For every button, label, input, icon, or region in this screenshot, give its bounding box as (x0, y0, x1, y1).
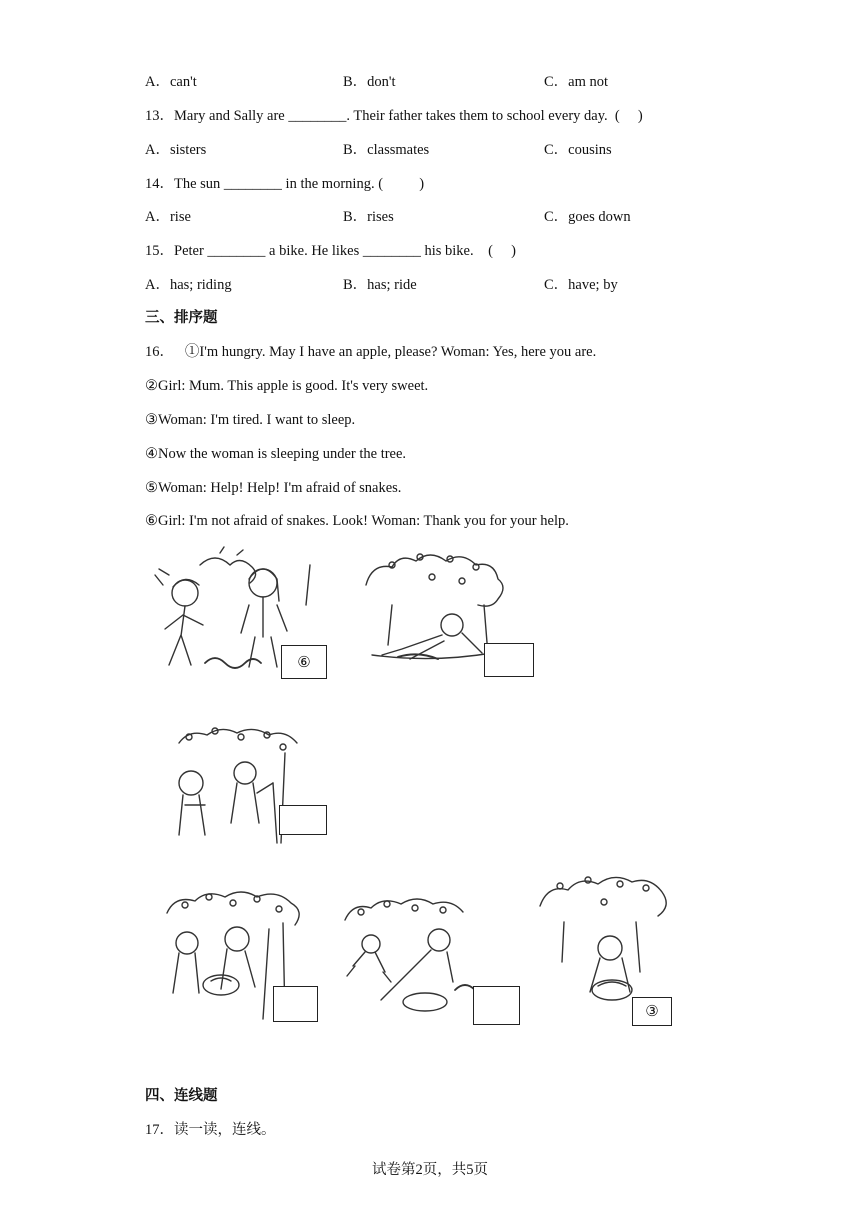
answer-box-picture-4[interactable] (273, 986, 318, 1022)
q15-stem: 15．Peter ________ a bike. He likes ________ his bike. ( ) (145, 243, 516, 259)
page-footer: 试卷第2页，共5页 (372, 1162, 488, 1178)
answer-box-picture-6[interactable]: ③ (632, 997, 672, 1026)
q12-option-b: B．don't (343, 74, 396, 90)
q13-option-a: A．sisters (145, 142, 207, 158)
answer-box-picture-5[interactable] (473, 986, 520, 1025)
q13-stem: 13．Mary and Sally are ________. Their father takes them to school every day. ( ) (145, 108, 643, 124)
section-3-title: 三、排序题 (145, 310, 218, 326)
answer-box-picture-2[interactable] (484, 643, 534, 677)
q16-line-3: ③Woman: I'm tired. I want to sleep. (145, 412, 356, 428)
q16-line-5: ⑤Woman: Help! Help! I'm afraid of snakes. (145, 480, 402, 496)
q15-option-c: C．have; by (544, 277, 618, 293)
answer-box-picture-1[interactable]: ⑥ (281, 645, 327, 679)
answer-box-picture-3[interactable] (279, 805, 327, 835)
q12-option-a: A．can't (145, 74, 197, 90)
q14-stem: 14．The sun ________ in the morning. ( ) (145, 176, 425, 192)
q16-line-4: ④Now the woman is sleeping under the tree. (145, 446, 407, 462)
q16-line-2: ②Girl: Mum. This apple is good. It's very sweet. (145, 378, 429, 394)
q17-stem: 17．读一读，连线。 (145, 1122, 276, 1138)
q16-line-6: ⑥Girl: I'm not afraid of snakes. Look! Woman: Thank you for your help. (145, 513, 569, 529)
q16-line-1: 16． ①I'm hungry. May I have an apple, please? Woman: Yes, here you are. (145, 344, 597, 360)
q15-option-a: A．has; riding (145, 277, 232, 293)
q14-option-b: B．rises (343, 209, 394, 225)
q13-option-b: B．classmates (343, 142, 430, 158)
q14-option-c: C．goes down (544, 209, 631, 225)
q14-option-a: A．rise (145, 209, 191, 225)
q15-option-b: B．has; ride (343, 277, 417, 293)
q13-option-c: C．cousins (544, 142, 612, 158)
q12-option-c: C．am not (544, 74, 609, 90)
section-4-title: 四、连线题 (145, 1088, 218, 1104)
